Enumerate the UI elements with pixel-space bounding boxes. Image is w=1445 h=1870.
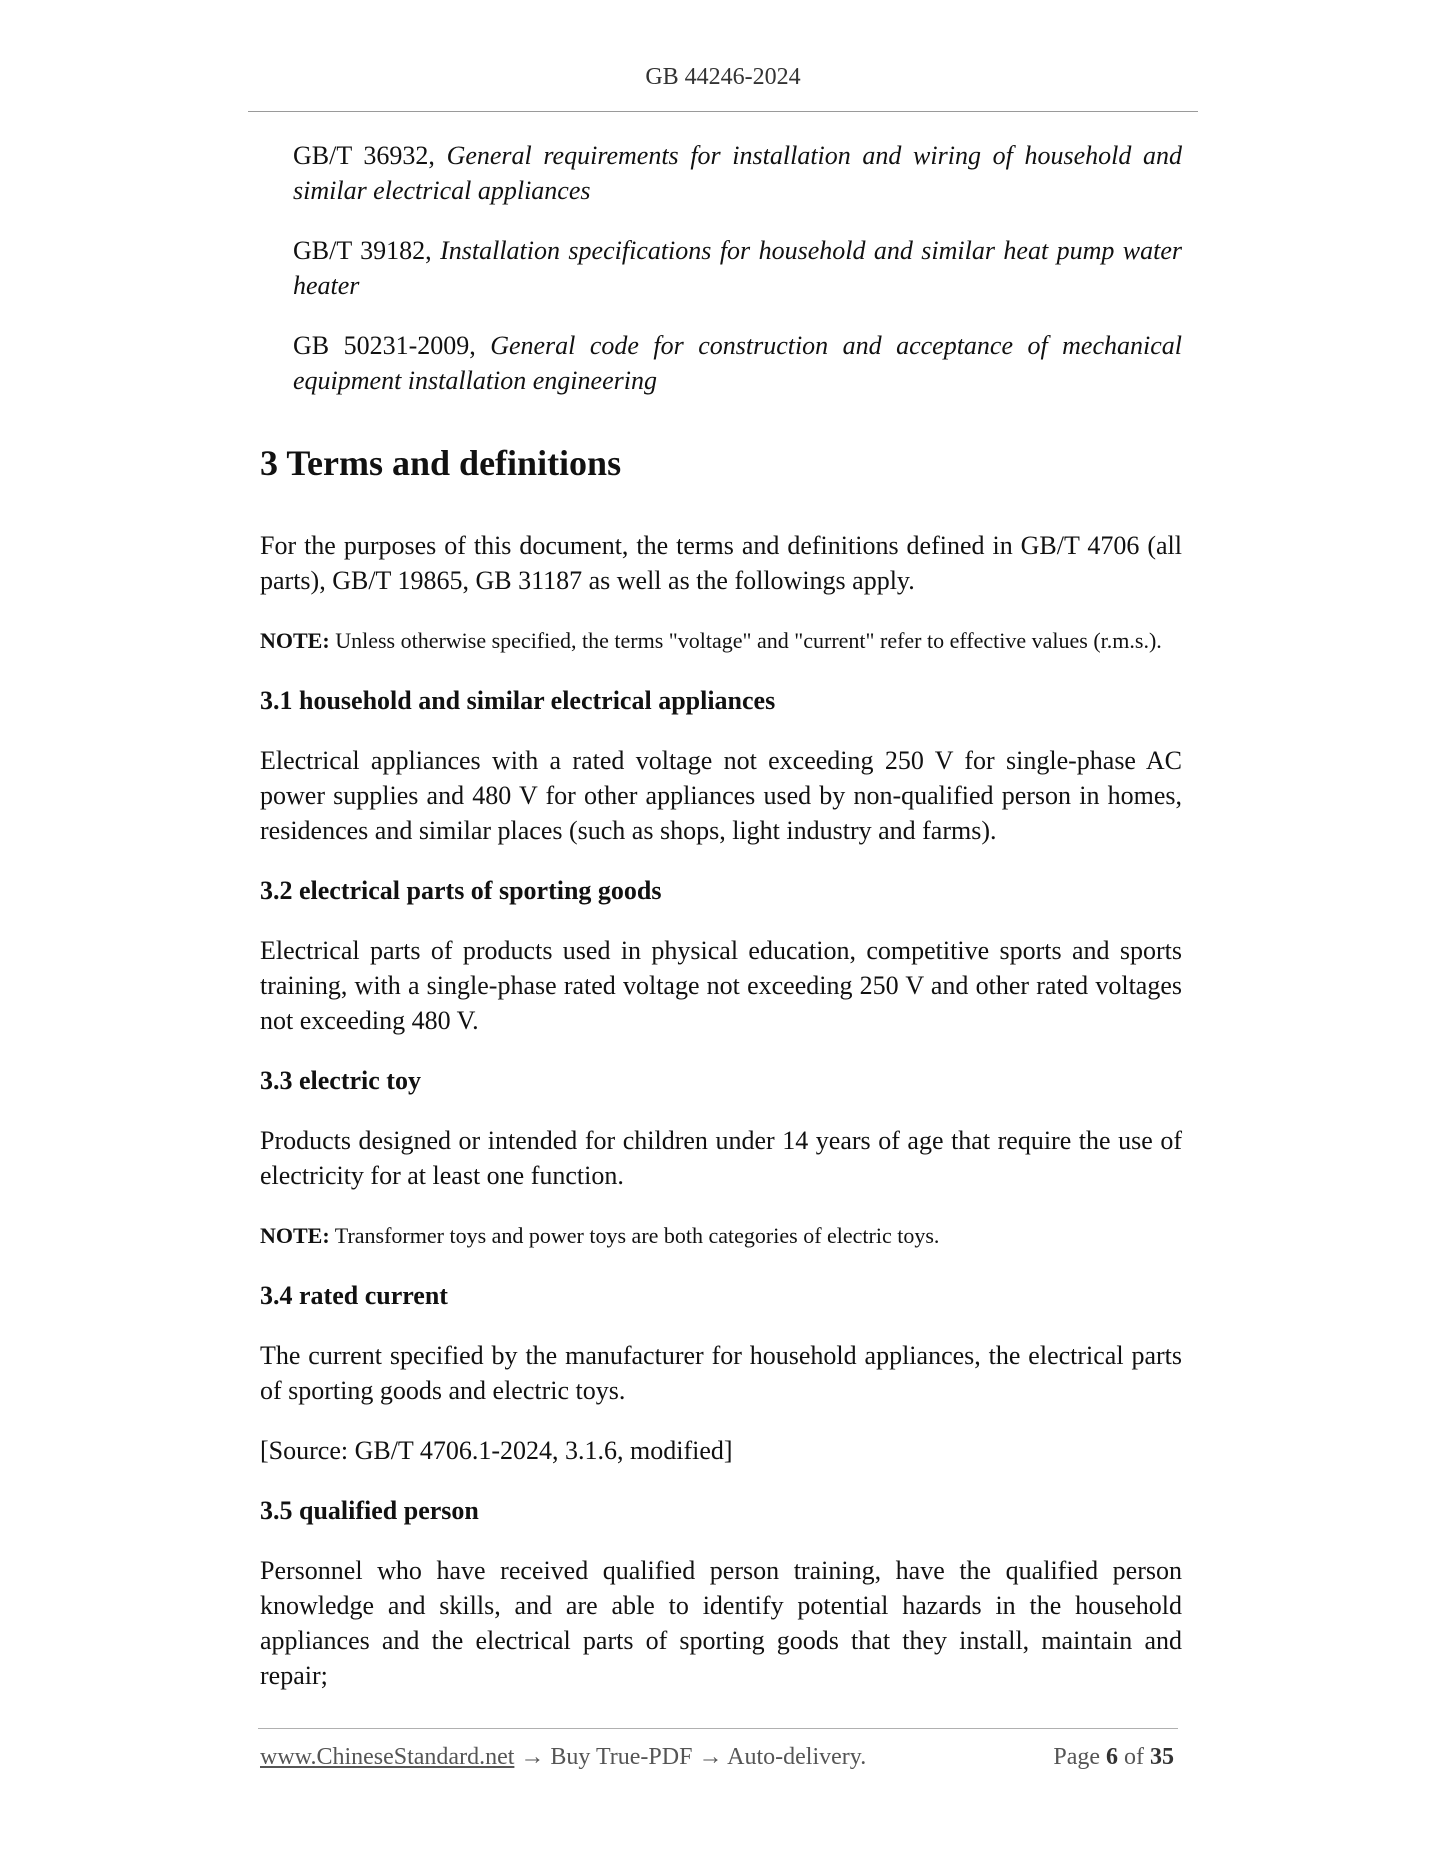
delivery-text: Auto-delivery.	[727, 1744, 867, 1770]
reference-entry	[260, 233, 1182, 303]
reference-title: General requirements for installation and wiring of household and similar electrical appliances	[293, 141, 1183, 205]
note-label: NOTE:	[260, 1223, 330, 1248]
term-definition: Products designed or intended for children under 14 years of age that require the use of electricity for at least one function.	[260, 1126, 1182, 1190]
footer-divider	[258, 1728, 1178, 1729]
reference-entry	[260, 328, 1182, 398]
term-definition: Electrical appliances with a rated voltage not exceeding 250 V for single-phase AC power supplies and 480 V for other appliances used by non-qualified person in homes, residences and similar places (such as shops, light industry and farms).	[260, 746, 1182, 845]
reference-code: GB/T 39182,	[293, 236, 432, 265]
section-intro: For the purposes of this document, the terms and definitions defined in GB/T 4706 (all parts), GB/T 19865, GB 31187 as well as the followings apply.	[260, 531, 1182, 595]
reference-code: GB/T 36932,	[293, 141, 435, 170]
page-label: Page	[1053, 1744, 1100, 1770]
reference-code: GB 50231-2009,	[293, 331, 476, 360]
page-number	[1053, 1744, 1174, 1771]
term-heading: 3.1 household and similar electrical appliances	[260, 686, 776, 715]
arrow-right-icon: →	[698, 1744, 723, 1770]
note-label: NOTE:	[260, 628, 330, 653]
reference-entry	[260, 138, 1182, 208]
term-heading: 3.3 electric toy	[260, 1066, 421, 1095]
note-text: Unless otherwise specified, the terms "voltage" and "current" refer to effective values (r.m.s.).	[329, 628, 1162, 653]
term-definition: Electrical parts of products used in physical education, competitive sports and sports training, with a single-phase rated voltage not exceeding 250 V and other rated voltages not exceeding 480 V.	[260, 936, 1182, 1035]
buy-text: Buy True-PDF	[550, 1744, 693, 1770]
note-text: Transformer toys and power toys are both categories of electric toys.	[329, 1223, 940, 1248]
term-heading: 3.5 qualified person	[260, 1496, 479, 1525]
reference-title: Installation specifications for household and similar heat pump water heater	[293, 236, 1182, 300]
term-heading: 3.4 rated current	[260, 1281, 448, 1310]
section-heading: 3 Terms and definitions	[260, 443, 622, 483]
term-heading: 3.2 electrical parts of sporting goods	[260, 876, 662, 905]
page-current: 6	[1106, 1744, 1118, 1770]
site-link[interactable]: www.ChineseStandard.net	[260, 1744, 515, 1770]
term-definition: Personnel who have received qualified person training, have the qualified person knowledge and skills, and are able to identify potential hazards in the household appliances and the electrical parts of sporting goods that they install, maintain and repair;	[260, 1556, 1182, 1690]
term-definition: The current specified by the manufacturer for household appliances, the electrical parts of sporting goods and electric toys.	[260, 1341, 1182, 1405]
section-note	[260, 623, 1182, 658]
header-divider	[248, 111, 1198, 112]
page-total: 35	[1150, 1744, 1174, 1770]
page-of: of	[1124, 1744, 1144, 1770]
arrow-right-icon: →	[520, 1744, 545, 1770]
running-header: GB 44246-2024	[645, 64, 801, 90]
term-source: [Source: GB/T 4706.1-2024, 3.1.6, modified]	[260, 1436, 733, 1465]
reference-title: General code for construction and acceptance of mechanical equipment installation engineering	[293, 331, 1182, 395]
page-content	[260, 138, 1182, 1718]
footer-promo	[260, 1744, 866, 1771]
term-note	[260, 1218, 1182, 1253]
